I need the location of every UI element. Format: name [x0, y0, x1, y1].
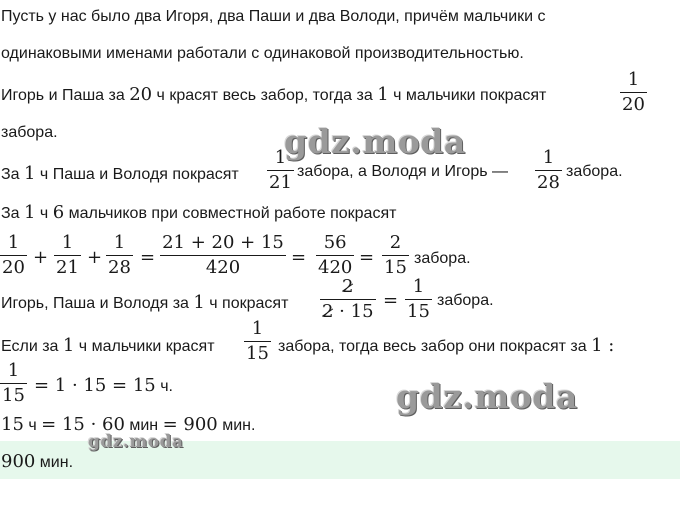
denominator-rest: · 15 — [333, 301, 374, 322]
text-segment: ч мальчики покрасят — [388, 87, 547, 104]
unit: мин. — [217, 417, 256, 434]
denominator: 420 — [318, 257, 353, 278]
denominator: 15 — [246, 343, 269, 364]
number: 1 — [62, 335, 75, 356]
text-segment: ч мальчики красят — [74, 338, 215, 355]
number: 1 : — [591, 335, 615, 356]
fraction-cancelled — [320, 277, 376, 322]
text-line-1: Пусть у нас было два Игоря, два Паши и два Володи, причём мальчики с — [1, 8, 546, 25]
text-segment: ч покрасят — [204, 295, 289, 312]
text-line-8 — [1, 292, 288, 313]
numerator: 1 — [7, 360, 20, 381]
plus-sign: + — [87, 247, 103, 268]
text-line-5 — [1, 163, 239, 184]
denominator: 28 — [537, 172, 560, 193]
equals-sign: = — [291, 247, 307, 268]
text-segment: За — [1, 205, 25, 222]
number: 15 — [1, 414, 24, 435]
cancelled-digit: 2 — [322, 301, 334, 322]
numerator: 2 — [389, 232, 402, 253]
fraction-1-15 — [244, 319, 271, 364]
denominator — [320, 302, 376, 322]
number: 1 — [24, 202, 36, 223]
text-segment: забора. — [566, 163, 623, 180]
fraction-bar — [0, 255, 27, 256]
number: 6 — [52, 202, 65, 223]
watermark-logo: gdz.moda — [88, 432, 184, 452]
text-segment: забора, а Володя и Игорь — — [297, 163, 508, 180]
equals-sign: = — [383, 290, 399, 311]
fraction-bar — [244, 341, 271, 342]
watermark-logo: gdz.moda — [396, 377, 578, 416]
numerator: 1 — [412, 276, 425, 297]
denominator: 28 — [108, 257, 131, 278]
numerator: 56 — [323, 232, 347, 253]
fraction-1-28 — [106, 233, 133, 278]
text-line-4: забора. — [1, 124, 58, 141]
expression: = 900 — [162, 414, 218, 435]
fraction-1-15 — [405, 277, 432, 322]
text-line-3 — [1, 84, 546, 105]
watermark-logo: gdz.moda — [284, 122, 466, 161]
fraction-bar — [316, 255, 354, 256]
text-segment: забора. — [437, 292, 494, 309]
number: 1 — [24, 163, 36, 184]
unit: ч — [23, 417, 42, 434]
cancelled-digit: 2 — [342, 276, 354, 297]
text-segment: За — [1, 166, 25, 183]
text-line-2: одинаковыми именами работали с одинаковой производительностью. — [1, 45, 524, 62]
denominator: 20 — [2, 257, 25, 278]
fraction-bar — [267, 170, 294, 171]
text-segment: мальчиков при совместной работе покрасят — [64, 205, 397, 222]
denominator: 15 — [384, 257, 407, 278]
fraction-bar — [382, 255, 409, 256]
fraction-bar — [320, 299, 376, 300]
fraction-bar — [405, 299, 432, 300]
denominator: 420 — [205, 257, 241, 278]
equals-sign: = — [359, 247, 375, 268]
fraction-1-28 — [535, 148, 562, 193]
answer-number: 900 — [1, 451, 36, 472]
text-segment: забора. — [414, 250, 471, 267]
denominator: 15 — [407, 301, 430, 322]
numerator: 1 — [542, 147, 555, 168]
numerator: 1 — [627, 69, 640, 90]
denominator: 20 — [622, 94, 645, 115]
number: 20 — [129, 84, 153, 105]
numerator: 1 — [7, 232, 20, 253]
denominator: 15 — [2, 385, 25, 406]
fraction-1-20 — [0, 233, 27, 278]
unit: ч. — [155, 378, 173, 395]
text-segment: ч красят весь забор, тогда за — [152, 87, 378, 104]
expression-1-times-15 — [34, 375, 173, 396]
numerator: 1 — [251, 318, 264, 339]
fraction-1-21 — [54, 233, 81, 278]
numerator: 21 + 20 + 15 — [162, 232, 284, 253]
unit: мин — [124, 417, 163, 434]
fraction-2-15 — [382, 233, 409, 278]
expression: = 1 · 15 = 15 — [34, 375, 156, 396]
text-segment: Игорь и Паша за — [1, 87, 130, 104]
text-line-9 — [1, 335, 215, 356]
text-segment: Если за — [1, 338, 63, 355]
text-segment: Игорь, Паша и Володя за — [1, 295, 194, 312]
numerator: 1 — [274, 147, 287, 168]
equals-sign: = — [140, 247, 156, 268]
fraction-1-15 — [0, 361, 27, 406]
text-segment: ч — [35, 205, 53, 222]
numerator — [320, 277, 376, 297]
numerator: 1 — [61, 232, 74, 253]
fraction-56-420 — [316, 233, 354, 278]
fraction-bar — [620, 92, 647, 93]
fraction-1-20 — [620, 70, 647, 115]
fraction-bar — [106, 255, 133, 256]
plus-sign: + — [33, 247, 49, 268]
number: 1 — [193, 292, 205, 313]
numerator: 1 — [113, 232, 126, 253]
fraction-bar — [160, 255, 286, 256]
fraction-bar — [54, 255, 81, 256]
text-segment: забора, тогда весь забор они покрасят за — [278, 338, 592, 355]
denominator: 21 — [56, 257, 79, 278]
fraction-bar — [535, 170, 562, 171]
answer-line — [1, 451, 73, 472]
number: 1 — [377, 84, 389, 105]
text-line-9-continued — [278, 335, 614, 356]
text-line-6 — [1, 202, 396, 223]
answer-unit: мин. — [35, 454, 74, 471]
fraction-sum — [160, 233, 286, 278]
fraction-bar — [0, 383, 27, 384]
denominator: 21 — [269, 172, 292, 193]
text-segment: ч Паша и Володя покрасят — [35, 166, 239, 183]
expression: = 15 · 60 — [41, 414, 125, 435]
